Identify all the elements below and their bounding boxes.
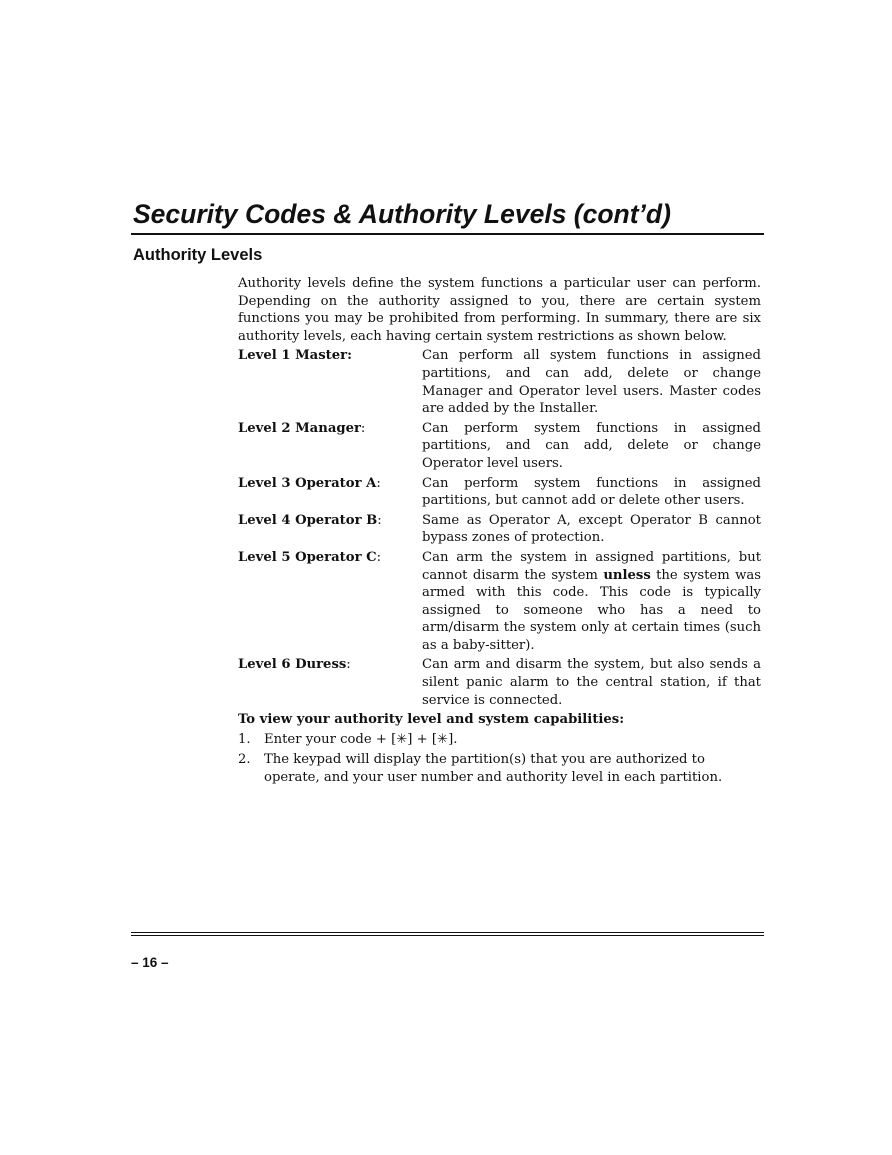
footer-rule xyxy=(131,932,764,933)
authority-levels-list xyxy=(238,347,761,709)
level-label: Level 5 Operator C: xyxy=(238,549,382,565)
steps-list xyxy=(238,731,761,787)
level-label: Level 2 Manager: xyxy=(238,420,366,436)
level-label: Level 6 Duress: xyxy=(238,657,351,673)
section-heading: Authority Levels xyxy=(133,246,263,264)
emphasis-unless: unless xyxy=(603,567,651,583)
step-item xyxy=(238,751,761,786)
level-description: Can arm the system in assigned partitions, but cannot disarm the system unless the system was armed with this code. This code is typically assigned to someone who has a need to arm/disarm the system only at certain times (such as a baby-sitter). xyxy=(422,549,762,653)
page-title: Security Codes & Authority Levels (cont’d) xyxy=(133,199,671,229)
step-text: Enter your code + [✳] + [✳]. xyxy=(264,731,458,747)
level-row-6 xyxy=(238,656,761,709)
page-number: – 16 – xyxy=(131,955,169,970)
level-description: Can arm and disarm the system, but also sends a silent panic alarm to the central station, if that service is connected. xyxy=(422,657,761,708)
level-row-3 xyxy=(238,475,761,510)
level-label: Level 3 Operator A: xyxy=(238,475,381,491)
level-label: Level 1 Master: xyxy=(238,348,352,364)
step-text: The keypad will display the partition(s) that you are authorized to operate, and your user number and authority level in each partition. xyxy=(264,752,723,786)
level-description: Can perform system functions in assigned partitions, but cannot add or delete other users. xyxy=(422,475,761,509)
step-number: 2. xyxy=(238,752,251,768)
step-item xyxy=(238,731,761,749)
intro-paragraph: Authority levels define the system functions a particular user can perform. Depending on the authority assigned to you, there are certain system functions you may be prohibited from performing. In summary, there are six authority levels, each having certain system restrictions as shown below. xyxy=(238,276,761,344)
level-description: Same as Operator A, except Operator B cannot bypass zones of protection. xyxy=(422,512,761,546)
view-authority-heading: To view your authority level and system capabilities: xyxy=(238,712,625,728)
body-text xyxy=(238,275,761,790)
level-row-2 xyxy=(238,420,761,473)
title-rule xyxy=(131,233,764,235)
level-label: Level 4 Operator B: xyxy=(238,512,382,528)
level-row-4 xyxy=(238,512,761,547)
step-number: 1. xyxy=(238,731,251,747)
level-row-1 xyxy=(238,347,761,417)
level-description: Can perform system functions in assigned partitions, and can add, delete or change Operator level users. xyxy=(422,420,761,471)
footer-rule xyxy=(131,935,764,936)
level-description: Can perform all system functions in assigned partitions, and can add, delete or change Manager and Operator level users. Master codes are added by the Installer. xyxy=(422,348,761,417)
level-row-5 xyxy=(238,549,761,655)
